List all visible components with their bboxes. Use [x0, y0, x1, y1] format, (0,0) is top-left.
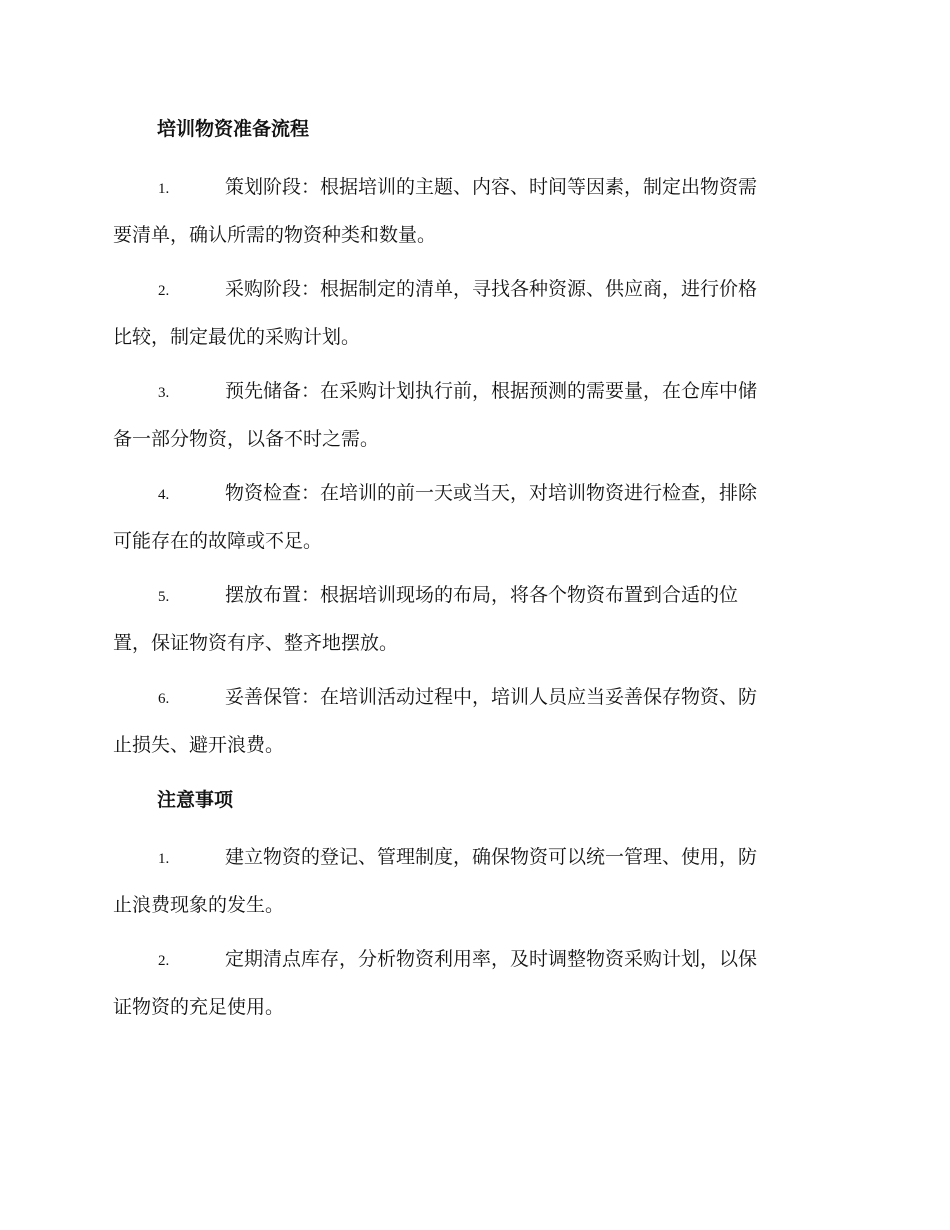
- item-number: 1.: [158, 851, 170, 867]
- list-item: [113, 377, 833, 453]
- item-number: 2.: [158, 283, 170, 299]
- list-item: [113, 581, 833, 657]
- item-text-line1: 定期清点库存，分析物资利用率，及时调整物资采购计划，以保: [225, 948, 758, 970]
- list-item: [113, 173, 833, 249]
- list-item: [113, 275, 833, 351]
- item-text-line2: 可能存在的故障或不足。: [113, 530, 323, 552]
- item-text-line2: 止损失、避开浪费。: [113, 734, 285, 756]
- item-text-line2: 比较，制定最优的采购计划。: [113, 326, 361, 348]
- item-text-line1: 摆放布置：根据培训现场的布局，将各个物资布置到合适的位: [225, 584, 739, 606]
- item-number: 3.: [158, 385, 170, 401]
- list-item: [113, 843, 833, 919]
- section-heading-notes: 注意事项: [157, 789, 234, 811]
- item-number: 1.: [158, 181, 170, 197]
- item-number: 6.: [158, 691, 170, 707]
- item-number: 5.: [158, 589, 170, 605]
- list-item: [113, 683, 833, 759]
- item-text-line1: 建立物资的登记、管理制度，确保物资可以统一管理、使用，防: [225, 846, 758, 868]
- section-heading-preparation: 培训物资准备流程: [157, 118, 310, 140]
- item-text-line2: 止浪费现象的发生。: [113, 894, 285, 916]
- item-text-line2: 置，保证物资有序、整齐地摆放。: [113, 632, 399, 654]
- item-text-line1: 采购阶段：根据制定的清单，寻找各种资源、供应商，进行价格: [225, 278, 758, 300]
- item-text-line2: 证物资的充足使用。: [113, 996, 285, 1018]
- item-text-line1: 策划阶段：根据培训的主题、内容、时间等因素，制定出物资需: [225, 176, 758, 198]
- list-item: [113, 945, 833, 1021]
- item-text-line1: 物资检查：在培训的前一天或当天，对培训物资进行检查，排除: [225, 482, 758, 504]
- item-number: 4.: [158, 487, 170, 503]
- list-item: [113, 479, 833, 555]
- item-text-line1: 妥善保管：在培训活动过程中，培训人员应当妥善保存物资、防: [225, 686, 758, 708]
- item-text-line2: 备一部分物资，以备不时之需。: [113, 428, 380, 450]
- item-text-line2: 要清单，确认所需的物资种类和数量。: [113, 224, 437, 246]
- item-number: 2.: [158, 953, 170, 969]
- item-text-line1: 预先储备：在采购计划执行前，根据预测的需要量，在仓库中储: [225, 380, 758, 402]
